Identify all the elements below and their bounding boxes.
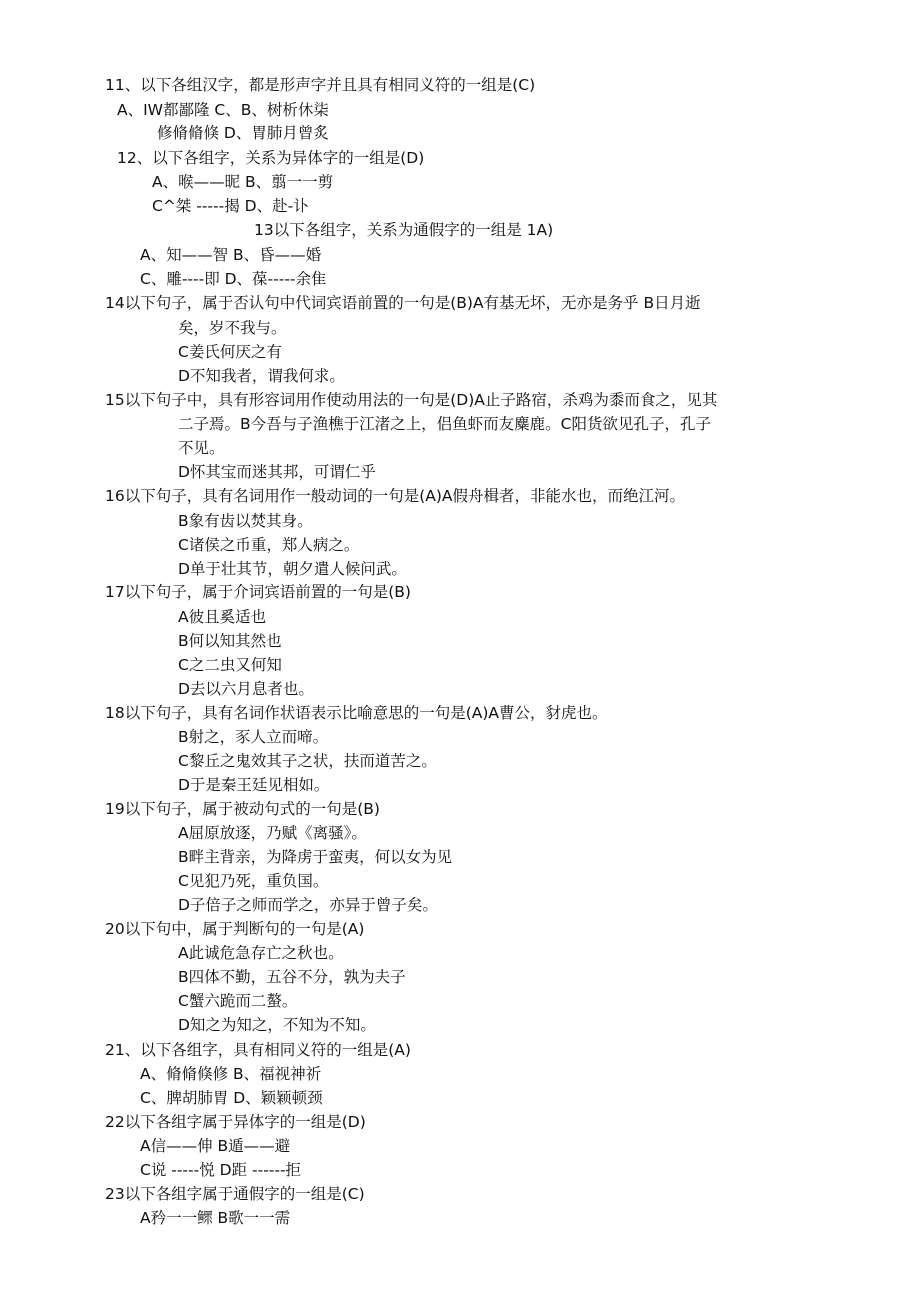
q17-option-a: A彼且奚适也: [178, 608, 267, 626]
q22-options-ab: A信——伸 B遁——避: [140, 1137, 291, 1155]
q17-stem: 17以下句子，属于介词宾语前置的一句是(B): [105, 583, 411, 601]
q17-option-d: D去以六月息者也。: [178, 680, 314, 698]
q17-option-b: B何以知其然也: [178, 632, 282, 650]
q14-stem: 14以下句子，属于否认句中代词宾语前置的一句是(B)A有基无坏，无亦是务乎 B日月逝: [105, 294, 701, 312]
q15-stem-cont2: 不见。: [178, 439, 225, 457]
q20-option-d: D知之为知之，不知为不知。: [178, 1016, 376, 1034]
q14-option-c: C姜氏何厌之有: [178, 343, 282, 361]
q16-option-c: C诸侯之币重，郑人病之。: [178, 536, 360, 554]
q14-option-d: D不知我者，谓我何求。: [178, 367, 345, 385]
q16-option-b: B象有齿以焚其身。: [178, 512, 313, 530]
q16-option-d: D单于壮其节，朝夕遣人候问武。: [178, 560, 407, 578]
q21-stem: 21、以下各组字，具有相同义符的一组是(A): [105, 1041, 411, 1059]
q14-stem-cont: 矣，岁不我与。: [178, 319, 287, 337]
q18-option-b: B射之，豕人立而啼。: [178, 728, 329, 746]
q13-stem: 13以下各组字，关系为通假字的一组是 1A): [254, 221, 554, 239]
q16-stem: 16以下句子，具有名词用作一般动词的一句是(A)A假舟楫者，非能水也，而绝江河。: [105, 487, 686, 505]
q11-options-cd: 修脩脩倏 D、胃肺月曾炙: [157, 124, 329, 142]
q19-stem: 19以下句子，属于被动句式的一句是(B): [105, 800, 380, 818]
q23-stem: 23以下各组字属于通假字的一组是(C): [105, 1185, 365, 1203]
q20-option-a: A此诚危急存亡之秋也。: [178, 944, 344, 962]
q17-option-c: C之二虫又何知: [178, 656, 282, 674]
q11-stem: 11、以下各组汉字，都是形声字并且具有相同义符的一组是(C): [105, 76, 536, 94]
q13-options-cd: C、雕----即 D、葆-----余隹: [140, 270, 327, 288]
q23-options-ab: A矜一一鳏 B歌一一需: [140, 1209, 291, 1227]
q20-stem: 20以下句中，属于判断句的一句是(A): [105, 920, 365, 938]
q15-option-d: D怀其宝而迷其邦，可谓仁乎: [178, 463, 376, 481]
q12-options-ab: A、喉——昵 B、翦一一剪: [152, 173, 334, 191]
q19-option-b: B畔主背亲，为降虏于蛮夷，何以女为见: [178, 848, 453, 866]
q19-option-c: C见犯乃死，重负国。: [178, 872, 329, 890]
q21-options-cd: C、脾胡肺胃 D、颖颖顿颈: [140, 1089, 323, 1107]
q19-option-d: D子倍子之师而学之，亦异于曾子矣。: [178, 896, 438, 914]
q12-options-cd: C^桀 -----揭 D、赴-讣: [152, 197, 309, 215]
q22-options-cd: C说 -----悦 D距 ------拒: [140, 1161, 302, 1179]
q12-stem: 12、以下各组字，关系为异体字的一组是(D): [117, 149, 425, 167]
q18-option-c: C黎丘之鬼效其子之状，扶而道苦之。: [178, 752, 437, 770]
q13-options-ab: A、知——智 B、昏——婚: [140, 246, 322, 264]
q22-stem: 22以下各组字属于异体字的一组是(D): [105, 1113, 366, 1131]
q18-stem: 18以下句子，具有名词作状语表示比喻意思的一句是(A)A曹公，豺虎也。: [105, 704, 608, 722]
q20-option-c: C蟹六跪而二螯。: [178, 992, 298, 1010]
q21-options-ab: A、脩脩倏修 B、福视神祈: [140, 1065, 322, 1083]
q20-option-b: B四体不勤，五谷不分，孰为夫子: [178, 968, 406, 986]
q18-option-d: D于是秦王廷见相如。: [178, 776, 330, 794]
q15-stem-cont: 二子焉。B今吾与子渔樵于江渚之上，侣鱼虾而友麋鹿。C阳货欲见孔子，孔子: [178, 415, 711, 433]
q19-option-a: A屈原放逐，乃赋《离骚》。: [178, 824, 367, 842]
q15-stem: 15以下句子中，具有形容词用作使动用法的一句是(D)A止子路宿，杀鸡为黍而食之，见其: [105, 391, 718, 409]
q11-options-ab: A、IW都鄙隆 C、B、树析休柒: [117, 101, 329, 119]
